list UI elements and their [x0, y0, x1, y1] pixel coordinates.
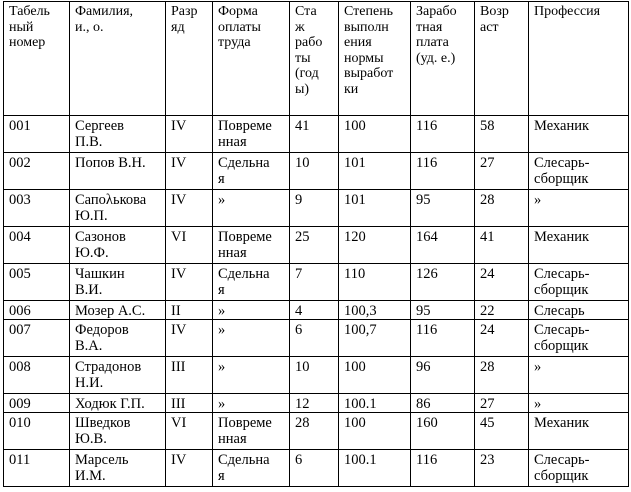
cell-experience: 41	[290, 116, 339, 153]
cell-experience: 10	[290, 153, 339, 190]
cell-grade: III	[166, 357, 213, 394]
cell-norm-fulfillment: 100,3	[339, 301, 411, 320]
cell-full-name: Страдонов Н.И.	[70, 357, 166, 394]
header-row	[4, 2, 629, 116]
cell-age: 28	[475, 357, 529, 394]
cell-profession: Слесарь- сборщик	[529, 153, 629, 190]
cell-age: 27	[475, 394, 529, 413]
cell-profession: Слесарь- сборщик	[529, 450, 629, 487]
cell-tabel-number: 005	[4, 264, 70, 301]
cell-profession: »	[529, 357, 629, 394]
cell-grade: VI	[166, 227, 213, 264]
cell-norm-fulfillment: 100	[339, 357, 411, 394]
cell-experience: 4	[290, 301, 339, 320]
cell-pay-form: »	[213, 320, 290, 357]
employee-table	[3, 1, 629, 487]
table-row	[4, 227, 629, 264]
cell-tabel-number: 003	[4, 190, 70, 227]
cell-pay-form: Сдельна я	[213, 153, 290, 190]
cell-salary: 96	[411, 357, 475, 394]
cell-pay-form: Сдельна я	[213, 264, 290, 301]
cell-tabel-number: 007	[4, 320, 70, 357]
cell-pay-form: »	[213, 190, 290, 227]
cell-full-name: Сазонов Ю.Ф.	[70, 227, 166, 264]
cell-profession: Механик	[529, 227, 629, 264]
cell-salary: 95	[411, 301, 475, 320]
table-row	[4, 116, 629, 153]
cell-grade: II	[166, 301, 213, 320]
cell-pay-form: »	[213, 394, 290, 413]
cell-grade: IV	[166, 190, 213, 227]
cell-age: 22	[475, 301, 529, 320]
cell-age: 23	[475, 450, 529, 487]
cell-experience: 28	[290, 413, 339, 450]
cell-tabel-number: 011	[4, 450, 70, 487]
cell-age: 24	[475, 320, 529, 357]
cell-tabel-number: 008	[4, 357, 70, 394]
cell-grade: IV	[166, 264, 213, 301]
cell-pay-form: Повреме нная	[213, 116, 290, 153]
cell-salary: 86	[411, 394, 475, 413]
cell-pay-form: »	[213, 301, 290, 320]
cell-full-name: Федоров В.А.	[70, 320, 166, 357]
cell-age: 41	[475, 227, 529, 264]
cell-tabel-number: 002	[4, 153, 70, 190]
cell-full-name: Марсель И.М.	[70, 450, 166, 487]
cell-tabel-number: 009	[4, 394, 70, 413]
cell-pay-form: Повреме нная	[213, 227, 290, 264]
cell-age: 27	[475, 153, 529, 190]
cell-profession: Слесарь- сборщик	[529, 320, 629, 357]
header-age: Возр аст	[475, 2, 529, 116]
table-row	[4, 153, 629, 190]
table-row	[4, 394, 629, 413]
cell-grade: III	[166, 394, 213, 413]
cell-full-name: Попов В.Н.	[70, 153, 166, 190]
cell-tabel-number: 010	[4, 413, 70, 450]
header-norm-fulfillment: Степень выполн ения нормы выработ ки	[339, 2, 411, 116]
cell-profession: Механик	[529, 413, 629, 450]
cell-full-name: Шведков Ю.В.	[70, 413, 166, 450]
cell-norm-fulfillment: 100.1	[339, 450, 411, 487]
cell-experience: 6	[290, 320, 339, 357]
cell-norm-fulfillment: 120	[339, 227, 411, 264]
table-row	[4, 320, 629, 357]
cell-experience: 9	[290, 190, 339, 227]
table-row	[4, 301, 629, 320]
cell-full-name: Сапολькова Ю.П.	[70, 190, 166, 227]
table-row	[4, 450, 629, 487]
cell-full-name: Сергеев П.В.	[70, 116, 166, 153]
cell-age: 58	[475, 116, 529, 153]
cell-norm-fulfillment: 110	[339, 264, 411, 301]
cell-profession: »	[529, 190, 629, 227]
header-grade: Разр яд	[166, 2, 213, 116]
cell-norm-fulfillment: 100	[339, 116, 411, 153]
cell-pay-form: »	[213, 357, 290, 394]
cell-grade: IV	[166, 450, 213, 487]
cell-salary: 95	[411, 190, 475, 227]
table-row	[4, 413, 629, 450]
cell-grade: IV	[166, 153, 213, 190]
cell-grade: IV	[166, 320, 213, 357]
table-row	[4, 357, 629, 394]
header-full-name: Фамилия, и., о.	[70, 2, 166, 116]
header-salary: Зарабо тная плата (уд. е.)	[411, 2, 475, 116]
header-tabel-number: Табель ный номер	[4, 2, 70, 116]
table-row	[4, 264, 629, 301]
cell-norm-fulfillment: 100,7	[339, 320, 411, 357]
header-pay-form: Форма оплаты труда	[213, 2, 290, 116]
cell-profession: Слесарь	[529, 301, 629, 320]
cell-experience: 25	[290, 227, 339, 264]
cell-salary: 164	[411, 227, 475, 264]
cell-profession: Механик	[529, 116, 629, 153]
cell-tabel-number: 001	[4, 116, 70, 153]
cell-salary: 116	[411, 153, 475, 190]
cell-experience: 7	[290, 264, 339, 301]
cell-profession: Слесарь- сборщик	[529, 264, 629, 301]
cell-grade: VI	[166, 413, 213, 450]
cell-full-name: Чашкин В.И.	[70, 264, 166, 301]
cell-tabel-number: 006	[4, 301, 70, 320]
cell-norm-fulfillment: 101	[339, 190, 411, 227]
cell-full-name: Ходюк Г.П.	[70, 394, 166, 413]
table-row	[4, 190, 629, 227]
cell-pay-form: Повреме нная	[213, 413, 290, 450]
cell-experience: 6	[290, 450, 339, 487]
cell-salary: 116	[411, 320, 475, 357]
cell-salary: 116	[411, 116, 475, 153]
header-profession: Профессия	[529, 2, 629, 116]
cell-salary: 126	[411, 264, 475, 301]
cell-tabel-number: 004	[4, 227, 70, 264]
cell-norm-fulfillment: 101	[339, 153, 411, 190]
cell-age: 24	[475, 264, 529, 301]
cell-experience: 12	[290, 394, 339, 413]
header-experience: Ста ж рабо ты (год ы)	[290, 2, 339, 116]
cell-salary: 160	[411, 413, 475, 450]
cell-salary: 116	[411, 450, 475, 487]
cell-profession: »	[529, 394, 629, 413]
cell-norm-fulfillment: 100	[339, 413, 411, 450]
cell-age: 28	[475, 190, 529, 227]
cell-grade: IV	[166, 116, 213, 153]
cell-norm-fulfillment: 100.1	[339, 394, 411, 413]
cell-pay-form: Сдельна я	[213, 450, 290, 487]
cell-full-name: Мозер А.С.	[70, 301, 166, 320]
cell-experience: 10	[290, 357, 339, 394]
cell-age: 45	[475, 413, 529, 450]
